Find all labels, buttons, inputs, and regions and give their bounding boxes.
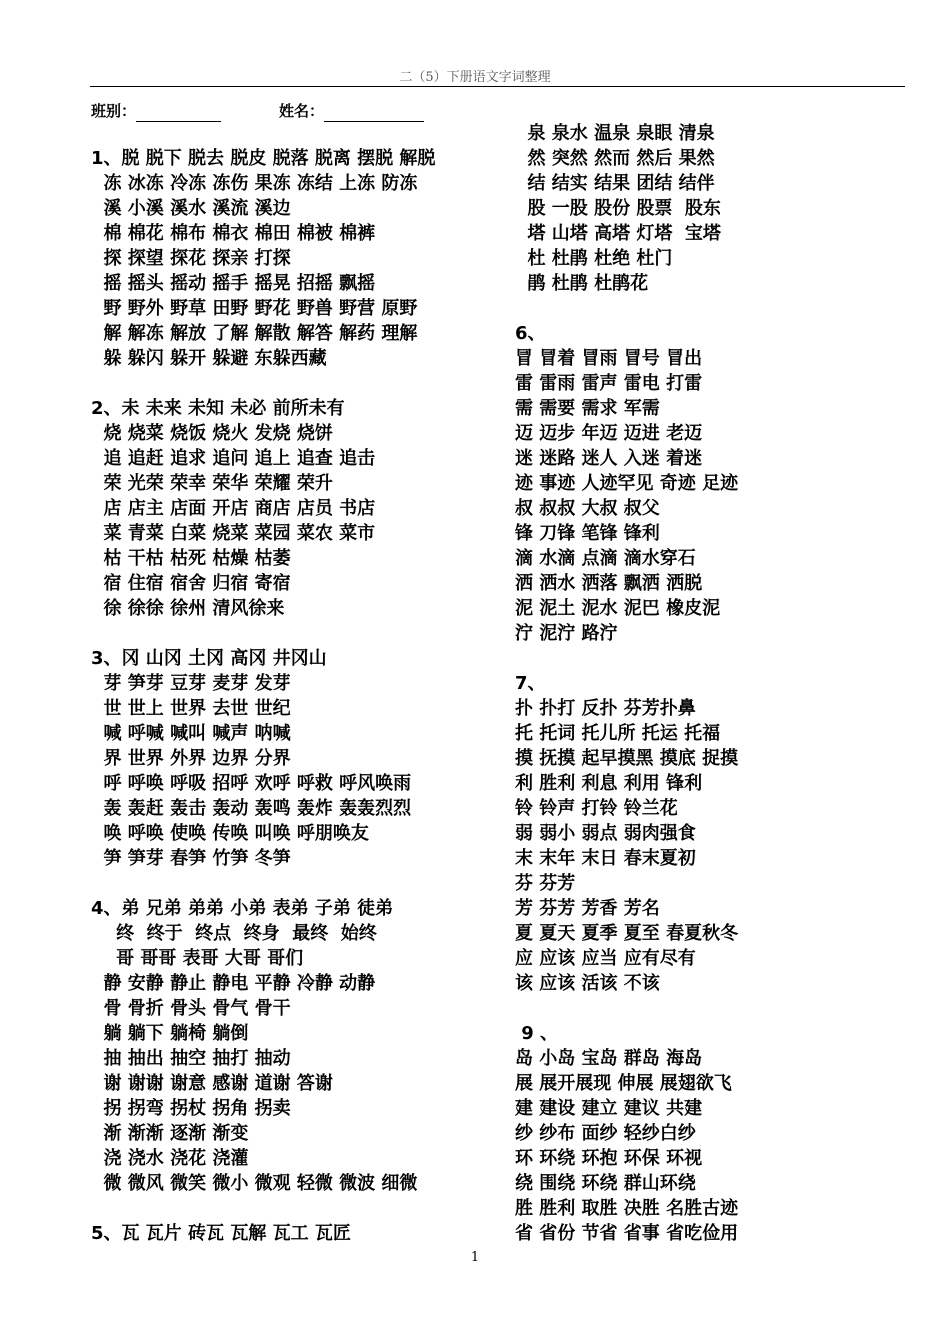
word-line: 需 需要 需求 军需 [515, 398, 660, 419]
word-line: 冒 冒着 冒雨 冒号 冒出 [515, 348, 703, 369]
word-line: 躲 躲闪 躲开 躲避 东躲西藏 [91, 348, 327, 369]
word-line: 雷 雷雨 雷声 雷电 打雷 [515, 373, 703, 394]
word-line: 浇 浇水 浇花 浇灌 [91, 1148, 249, 1169]
word-line: 末 末年 末日 春末夏初 [515, 848, 696, 869]
word-line: 探 探望 探花 探亲 打探 [91, 248, 291, 269]
student-info-row [91, 100, 482, 122]
word-line: 渐 渐渐 逐渐 渐变 [91, 1123, 249, 1144]
word-line: 菜 青菜 白菜 烧菜 菜园 菜农 菜市 [91, 523, 376, 544]
word-line: 界 世界 外界 边界 分界 [91, 748, 291, 769]
section-heading: 3、冈 山冈 土冈 高冈 井冈山 [91, 648, 327, 669]
word-line: 然 突然 然而 然后 果然 [515, 148, 715, 169]
word-line: 鹃 杜鹃 杜鹃花 [515, 273, 649, 294]
word-line: 结 结实 结果 团结 结伴 [515, 173, 715, 194]
word-line: 迷 迷路 迷人 入迷 着迷 [515, 448, 703, 469]
word-line: 1、脱 脱下 脱去 脱皮 脱落 脱离 摆脱 解脱 [91, 148, 436, 169]
word-line: 宿 住宿 宿舍 归宿 寄宿 [91, 573, 291, 594]
word-line: 冻 冰冻 冷冻 冻伤 果冻 冻结 上冻 防冻 [91, 173, 418, 194]
word-line: 锋 刀锋 笔锋 锋利 [515, 523, 660, 544]
word-line: 解 解冻 解放 了解 解散 解答 解药 理解 [91, 323, 418, 344]
word-line: 芬 芬芳 [515, 873, 576, 894]
section-heading: 6、 [515, 323, 546, 344]
word-line: 泉 泉水 温泉 泉眼 清泉 [515, 123, 715, 144]
right-column [515, 121, 905, 1246]
name-blank [324, 105, 424, 122]
word-line: 笋 笋芽 春笋 竹笋 冬笋 [91, 848, 291, 869]
class-blank [136, 105, 221, 122]
word-line: 弱 弱小 弱点 弱肉强食 [515, 823, 696, 844]
header-rule [90, 86, 905, 87]
word-line: 溪 小溪 溪水 溪流 溪边 [91, 198, 291, 219]
word-line: 环 环绕 环抱 环保 环视 [515, 1148, 703, 1169]
word-line: 枯 干枯 枯死 枯燥 枯萎 [91, 548, 291, 569]
word-line: 谢 谢谢 谢意 感谢 道谢 答谢 [91, 1073, 333, 1094]
word-line: 追 追赶 追求 追问 追上 追查 追击 [91, 448, 376, 469]
word-line: 泥 泥土 泥水 泥巴 橡皮泥 [515, 598, 721, 619]
word-line: 骨 骨折 骨头 骨气 骨干 [91, 998, 291, 1019]
word-line: 哥 哥哥 表哥 大哥 哥们 [91, 948, 304, 969]
section-heading: 4、弟 兄弟 弟弟 小弟 表弟 子弟 徒弟 [91, 898, 394, 919]
word-line: 摸 抚摸 起早摸黑 摸底 捉摸 [515, 748, 739, 769]
word-line: 滴 水滴 点滴 滴水穿石 [515, 548, 696, 569]
word-line: 轰 轰赶 轰击 轰动 轰鸣 轰炸 轰轰烈烈 [91, 798, 412, 819]
word-line: 唤 呼唤 使唤 传唤 叫唤 呼朋唤友 [91, 823, 369, 844]
word-line: 拐 拐弯 拐杖 拐角 拐卖 [91, 1098, 291, 1119]
word-line: 纱 纱布 面纱 轻纱白纱 [515, 1123, 696, 1144]
word-line: 铃 铃声 打铃 铃兰花 [515, 798, 678, 819]
word-line: 野 野外 野草 田野 野花 野兽 野营 原野 [91, 298, 418, 319]
word-line: 迹 事迹 人迹罕见 奇迹 足迹 [515, 473, 739, 494]
section-heading: 5、瓦 瓦片 砖瓦 瓦解 瓦工 瓦匠 [91, 1223, 351, 1244]
left-column [91, 146, 511, 1246]
word-line: 建 建设 建立 建议 共建 [515, 1098, 703, 1119]
word-line: 徐 徐徐 徐州 清风徐来 [91, 598, 285, 619]
word-line: 杜 杜鹃 杜绝 杜门 [515, 248, 673, 269]
word-line: 夏 夏天 夏季 夏至 春夏秋冬 [515, 923, 739, 944]
section-heading: 2、未 未来 未知 未必 前所未有 [91, 398, 345, 419]
word-line: 扑 扑打 反扑 芬芳扑鼻 [515, 698, 696, 719]
word-line: 应 应该 应当 应有尽有 [515, 948, 696, 969]
word-line: 绕 围绕 环绕 群山环绕 [515, 1173, 696, 1194]
word-line: 芳 芬芳 芳香 芳名 [515, 898, 660, 919]
word-line: 终 终于 终点 终身 最终 始终 [91, 923, 377, 944]
word-line: 岛 小岛 宝岛 群岛 海岛 [515, 1048, 703, 1069]
word-line: 利 胜利 利息 利用 锋利 [515, 773, 703, 794]
word-line: 荣 光荣 荣幸 荣华 荣耀 荣升 [91, 473, 333, 494]
word-line: 棉 棉花 棉布 棉衣 棉田 棉被 棉裤 [91, 223, 376, 244]
section-heading: 9 、 [515, 1023, 559, 1044]
page-number: 1 [470, 1250, 480, 1265]
word-line: 喊 呼喊 喊叫 喊声 呐喊 [91, 723, 291, 744]
word-line: 摇 摇头 摇动 摇手 摇晃 招摇 飘摇 [91, 273, 376, 294]
word-line: 泞 泥泞 路泞 [515, 623, 618, 644]
word-line: 芽 笋芽 豆芽 麦芽 发芽 [91, 673, 291, 694]
word-line: 该 应该 活该 不该 [515, 973, 660, 994]
word-line: 省 省份 节省 省事 省吃俭用 [515, 1223, 739, 1244]
word-line: 迈 迈步 年迈 迈进 老迈 [515, 423, 703, 444]
word-line: 静 安静 静止 静电 平静 冷静 动静 [91, 973, 376, 994]
word-line: 烧 烧菜 烧饭 烧火 发烧 烧饼 [91, 423, 333, 444]
name-label: 姓名： [279, 102, 325, 120]
word-line: 叔 叔叔 大叔 叔父 [515, 498, 660, 519]
word-line: 托 托词 托儿所 托运 托福 [515, 723, 721, 744]
section-heading: 7、 [515, 673, 546, 694]
word-line: 展 展开展现 伸展 展翅欲飞 [515, 1073, 732, 1094]
word-line: 股 一股 股份 股票 股东 [515, 198, 721, 219]
word-line: 微 微风 微笑 微小 微观 轻微 微波 细微 [91, 1173, 418, 1194]
word-line: 塔 山塔 高塔 灯塔 宝塔 [515, 223, 721, 244]
word-line: 洒 洒水 洒落 飘洒 洒脱 [515, 573, 703, 594]
word-line: 胜 胜利 取胜 决胜 名胜古迹 [515, 1198, 739, 1219]
word-line: 呼 呼唤 呼吸 招呼 欢呼 呼救 呼风唤雨 [91, 773, 412, 794]
word-line: 躺 躺下 躺椅 躺倒 [91, 1023, 249, 1044]
word-line: 抽 抽出 抽空 抽打 抽动 [91, 1048, 291, 1069]
class-label: 班别： [91, 102, 137, 120]
word-line: 世 世上 世界 去世 世纪 [91, 698, 291, 719]
page-header-title: 二（5）下册语文字词整理 [399, 70, 551, 85]
word-line: 店 店主 店面 开店 商店 店员 书店 [91, 498, 376, 519]
